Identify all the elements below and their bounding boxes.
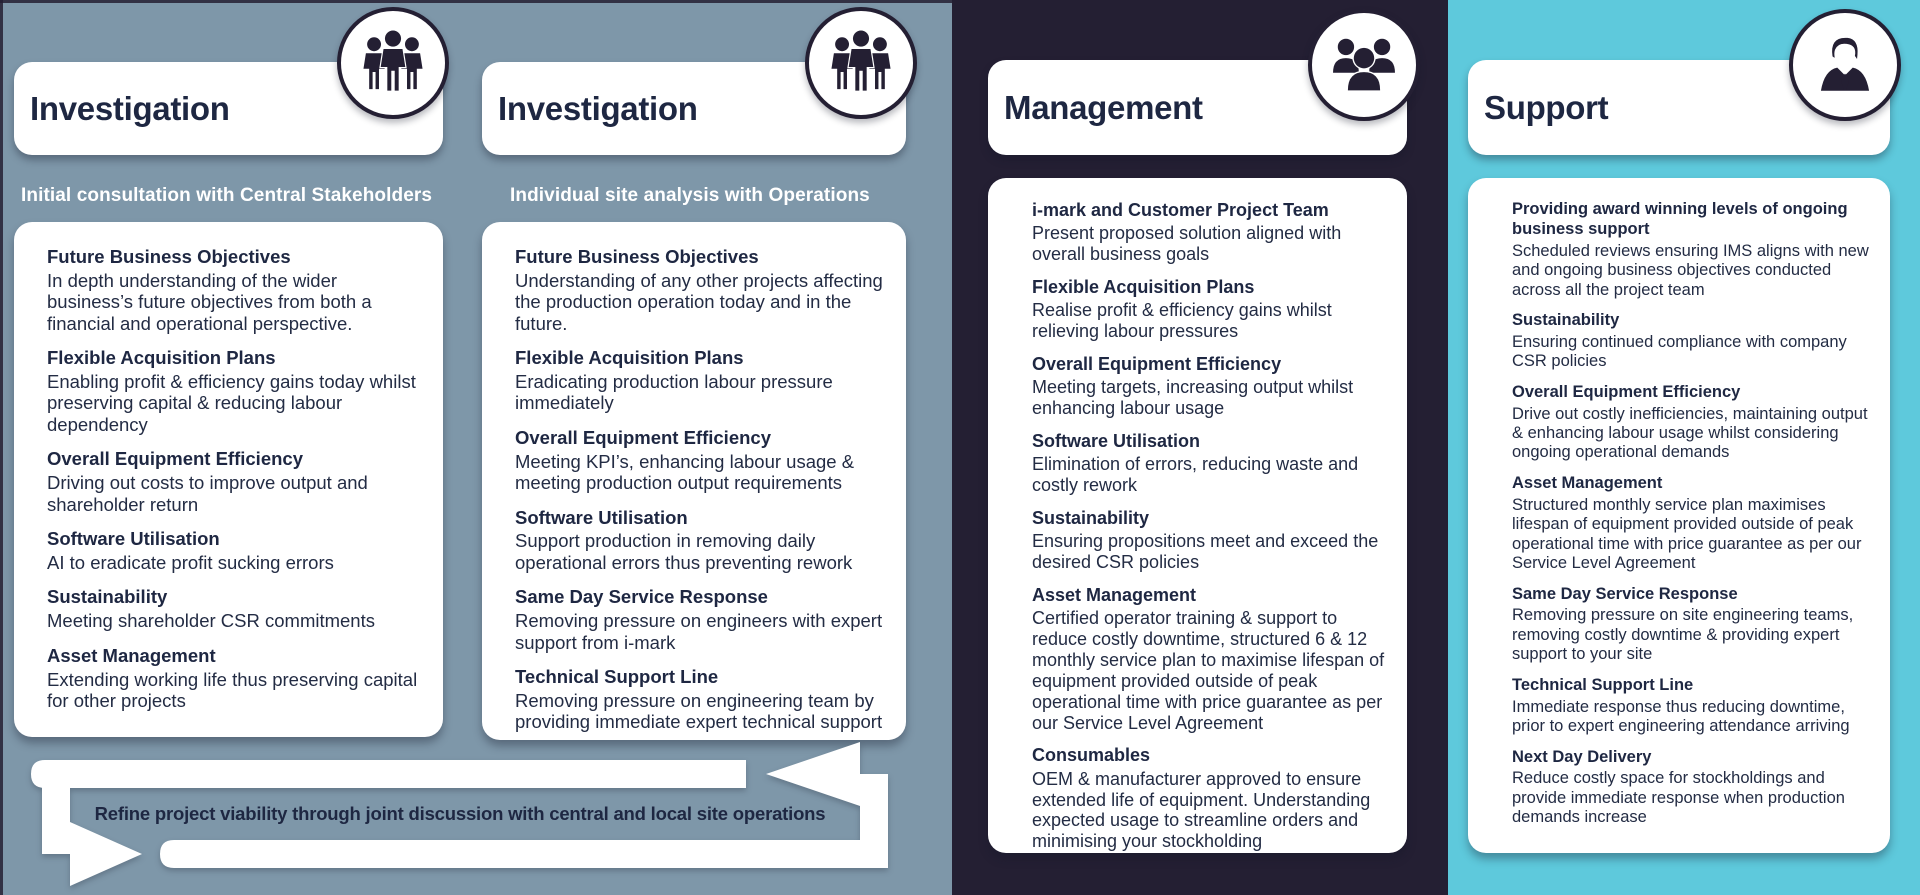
loop-top-bar — [31, 760, 746, 788]
list-item — [515, 586, 888, 653]
item-body: Meeting targets, increasing output whilst enhancing labour usage — [1032, 377, 1354, 419]
content-card — [1468, 178, 1890, 853]
icon-badge — [337, 7, 449, 119]
item-body: Removing pressure on engineers with expert support from i-mark — [515, 610, 883, 653]
list-item — [47, 528, 425, 573]
list-item — [1512, 748, 1874, 828]
list-item — [515, 347, 888, 414]
item-heading: Asset Management — [1512, 473, 1663, 492]
list-item — [47, 347, 425, 435]
item-body: Immediate response thus reducing downtime, prior to expert engineering attendance arriving — [1512, 697, 1850, 736]
loop-bottom-bar — [160, 840, 888, 868]
list-item — [1512, 585, 1874, 665]
item-heading: Asset Management — [1032, 584, 1197, 605]
item-body: Understanding of any other projects affecting the production operation today and in the future. — [515, 269, 883, 334]
item-heading: Flexible Acquisition Plans — [47, 347, 276, 369]
list-item — [1512, 474, 1874, 574]
column-title: Management — [1004, 88, 1203, 126]
item-body: Removing pressure on engineering team by providing immediate expert technical support — [515, 689, 883, 733]
list-item — [1512, 383, 1874, 463]
item-heading: Software Utilisation — [515, 506, 688, 528]
item-heading: Software Utilisation — [47, 528, 220, 550]
item-heading: Flexible Acquisition Plans — [515, 347, 744, 369]
item-body: Elimination of errors, reducing waste and costly rework — [1032, 454, 1359, 496]
item-body: Extending working life thus preserving capital for other projects — [47, 668, 418, 711]
item-body: Drive out costly inefficiencies, maintaining output & enhancing labour usage whilst considering ongoing operational demands — [1512, 404, 1868, 462]
item-heading: Technical Support Line — [515, 666, 719, 688]
list-item — [1032, 508, 1391, 573]
icon-badge — [1789, 9, 1901, 121]
top-edge-line — [0, 0, 952, 3]
item-body: Realise profit & efficiency gains whilst relieving labour pressures — [1032, 300, 1332, 342]
people-group-busts-icon — [1321, 22, 1407, 108]
item-body: Meeting KPI’s, enhancing labour usage & meeting production output requirements — [515, 450, 855, 494]
list-item — [1512, 676, 1874, 737]
item-heading: Future Business Objectives — [515, 246, 759, 267]
list-item — [515, 666, 888, 733]
item-heading: Software Utilisation — [1032, 430, 1201, 451]
content-card — [14, 222, 443, 737]
three-people-standing-icon — [818, 20, 904, 106]
list-item — [515, 507, 888, 574]
list-item — [1512, 200, 1874, 300]
icon-badge — [1308, 9, 1420, 121]
loop-left-pointing-arrowhead — [766, 742, 860, 806]
item-heading: Overall Equipment Efficiency — [1032, 353, 1282, 374]
item-body: OEM & manufacturer approved to ensure extended life of equipment. Understanding expected usage to streamline orders and minimising your stockholding — [1032, 768, 1371, 852]
item-body: Reduce costly space for stockholdings and provide immediate response when production demands increase — [1512, 769, 1845, 827]
item-heading: Same Day Service Response — [1512, 584, 1738, 603]
item-body: Scheduled reviews ensuring IMS aligns with new and ongoing business objectives conducted across all the project team — [1512, 241, 1869, 299]
item-heading: Same Day Service Response — [515, 586, 768, 608]
list-item — [1032, 354, 1391, 419]
left-edge-line — [0, 0, 3, 895]
list-item — [47, 246, 425, 334]
list-item — [515, 427, 888, 494]
column-subtitle: Individual site analysis with Operations — [510, 185, 870, 206]
column-title: Investigation — [30, 89, 230, 127]
list-item — [47, 645, 425, 712]
loop-right-bar — [860, 774, 888, 868]
item-body: Enabling profit & efficiency gains today whilst preserving capital & reducing labour dependency — [47, 371, 416, 435]
item-heading: i-mark and Customer Project Team — [1032, 200, 1329, 220]
item-body: Meeting shareholder CSR commitments — [47, 610, 375, 632]
item-body: Ensuring propositions meet and exceed the desired CSR policies — [1032, 531, 1379, 573]
item-body: Driving out costs to improve output and shareholder return — [47, 472, 368, 515]
column-title: Support — [1484, 88, 1609, 126]
item-heading: Providing award winning levels of ongoing business support — [1512, 200, 1848, 238]
item-body: Ensuring continued compliance with company CSR policies — [1512, 332, 1847, 371]
three-people-standing-icon — [350, 20, 436, 106]
list-item — [47, 586, 425, 631]
list-item — [1032, 585, 1391, 733]
item-body: In depth understanding of the wider business’s future objectives from both a financial and operational perspective. — [47, 269, 372, 334]
item-heading: Consumables — [1032, 745, 1151, 766]
item-body: Present proposed solution aligned with overall business goals — [1032, 223, 1342, 265]
column-title: Investigation — [498, 89, 698, 127]
list-item — [47, 448, 425, 515]
item-body: Eradicating production labour pressure immediately — [515, 371, 833, 414]
list-item — [1032, 431, 1391, 496]
item-heading: Sustainability — [1032, 507, 1150, 528]
item-heading: Sustainability — [47, 586, 168, 608]
item-body: Structured monthly service plan maximises lifespan of equipment provided outside of peak operational time with price guarantee as per our Service Level Agreement — [1512, 495, 1862, 573]
item-body: Removing pressure on site engineering teams, removing costly downtime & providing expert support to your site — [1512, 606, 1854, 664]
list-item — [1032, 200, 1391, 265]
item-heading: Overall Equipment Efficiency — [47, 448, 303, 470]
column-subtitle: Initial consultation with Central Stakeholders — [21, 185, 433, 206]
list-item — [1032, 745, 1391, 852]
item-heading: Flexible Acquisition Plans — [1032, 276, 1255, 297]
content-card — [482, 222, 906, 740]
loop-right-pointing-arrowhead — [70, 822, 142, 886]
item-heading: Future Business Objectives — [47, 246, 291, 267]
item-body: Support production in removing daily operational errors thus preventing rework — [515, 530, 853, 573]
item-heading: Asset Management — [47, 644, 216, 666]
item-body: Certified operator training & support to reduce costly downtime, structured 6 & 12 monthly service plan to maximise lifespan of equipment provided outside of peak operational time with price guarantee as per our Service Level Agreement — [1032, 608, 1385, 733]
item-body: AI to eradicate profit sucking errors — [47, 551, 334, 573]
item-heading: Next Day Delivery — [1512, 747, 1652, 766]
list-item — [1512, 311, 1874, 372]
icon-badge — [805, 7, 917, 119]
loop-arrow-label: Refine project viability through joint discussion with central and local site operations — [94, 803, 826, 824]
list-item — [1032, 277, 1391, 342]
content-card — [988, 178, 1407, 853]
businessman-icon — [1802, 22, 1888, 108]
item-heading: Overall Equipment Efficiency — [515, 426, 771, 448]
list-item — [515, 246, 888, 334]
item-heading: Overall Equipment Efficiency — [1512, 382, 1741, 401]
item-heading: Technical Support Line — [1512, 675, 1694, 694]
item-heading: Sustainability — [1512, 311, 1620, 329]
